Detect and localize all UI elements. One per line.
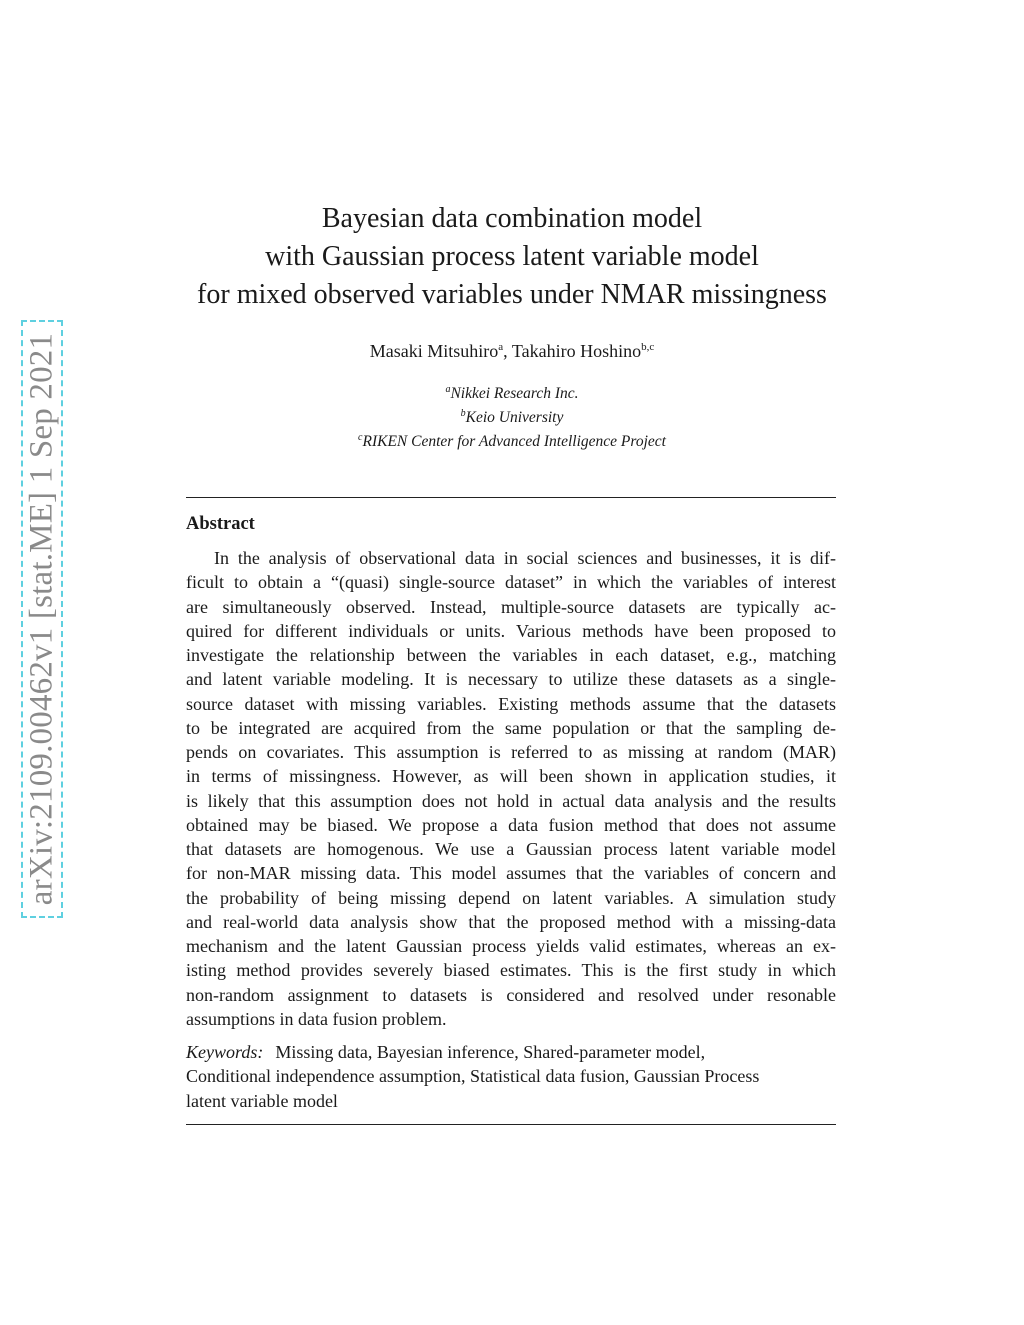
- affiliation-mark: b: [460, 408, 466, 420]
- abstract-line: is likely that this assumption does not hold in actual data analysis and the results: [186, 790, 836, 811]
- author-affiliation-mark: a: [498, 341, 504, 353]
- abstract-line: pends on covariates. This assumption is referred to as missing at random (MAR): [186, 742, 836, 762]
- abstract-line: the probability of being missing depend on latent variables. A simulation study: [186, 887, 836, 908]
- keywords-line: Conditional independence assumption, Statistical data fusion, Gaussian Process: [186, 1066, 760, 1087]
- abstract-line: that datasets are homogenous. We use a Gaussian process latent variable model: [186, 839, 836, 859]
- affiliation-name: Keio University: [465, 409, 564, 427]
- author-name: Masaki Mitsuhiro: [369, 341, 499, 361]
- title-line: for mixed observed variables under NMAR missingness: [197, 279, 827, 310]
- abstract-line: non-random assignment to datasets is considered and resolved under resonable: [186, 984, 836, 1005]
- abstract-line: obtained may be biased. We propose a data fusion method that does not assume: [186, 814, 836, 835]
- abstract-line: quired for different individuals or units. Various methods have been proposed to: [186, 620, 836, 641]
- keywords-line: latent variable model: [186, 1090, 338, 1111]
- affiliation: [0, 428, 1024, 452]
- paper-title: [0, 200, 1024, 314]
- abstract-heading: Abstract: [186, 514, 255, 534]
- abstract-bottom-rule: [186, 1124, 836, 1125]
- affiliation: [0, 380, 1024, 404]
- abstract-line: isting method provides severely biased estimates. This is the first study in which: [186, 960, 836, 981]
- abstract-line: to be integrated are acquired from the same population or that the sampling de-: [186, 717, 836, 738]
- arxiv-identifier[interactable]: arXiv:2109.00462v1 [stat.ME] 1 Sep 2021: [23, 332, 60, 906]
- affiliation-mark: a: [445, 384, 451, 395]
- abstract-body: [186, 546, 836, 1031]
- abstract-top-rule: [186, 497, 836, 498]
- abstract-line: mechanism and the latent Gaussian process yields valid estimates, whereas an ex-: [186, 936, 836, 956]
- title-line: with Gaussian process latent variable model: [265, 241, 759, 272]
- keywords-text: Missing data, Bayesian inference, Shared-parameter model,: [275, 1042, 706, 1062]
- abstract-line: and real-world data analysis show that the proposed method with a missing-data: [186, 911, 836, 932]
- affiliation-name: RIKEN Center for Advanced Intelligence Project: [362, 433, 666, 451]
- keywords-label: Keywords:: [186, 1042, 264, 1062]
- abstract-line: assumptions in data fusion problem.: [186, 1008, 447, 1029]
- author-name: Takahiro Hoshino: [511, 341, 642, 361]
- abstract-line: source dataset with missing variables. Existing methods assume that the datasets: [186, 693, 836, 714]
- title-line: Bayesian data combination model: [321, 203, 703, 234]
- keywords-line: [186, 1040, 836, 1064]
- affiliation-list: [0, 380, 1024, 452]
- author-affiliation-mark: b,c: [641, 341, 655, 353]
- abstract-line: in terms of missingness. However, as will been shown in application studies, it: [186, 766, 836, 787]
- author-separator: ,: [503, 341, 512, 361]
- abstract-line: ficult to obtain a “(quasi) single-source dataset” in which the variables of interest: [186, 572, 836, 593]
- abstract-line: and latent variable modeling. It is necessary to utilize these datasets as a single-: [186, 669, 836, 690]
- keywords: [186, 1040, 836, 1113]
- abstract-line: investigate the relationship between the variables in each dataset, e.g., matching: [186, 645, 836, 665]
- abstract-line: In the analysis of observational data in social sciences and businesses, it is dif-: [214, 548, 836, 568]
- affiliation-name: Nikkei Research Inc.: [450, 385, 579, 403]
- affiliation: [0, 404, 1024, 428]
- affiliation-mark: c: [358, 432, 363, 444]
- abstract-line: are simultaneously observed. Instead, multiple-source datasets are typically ac-: [186, 596, 836, 617]
- abstract-line: for non-MAR missing data. This model assumes that the variables of concern and: [186, 863, 836, 884]
- author-list: [0, 341, 1024, 362]
